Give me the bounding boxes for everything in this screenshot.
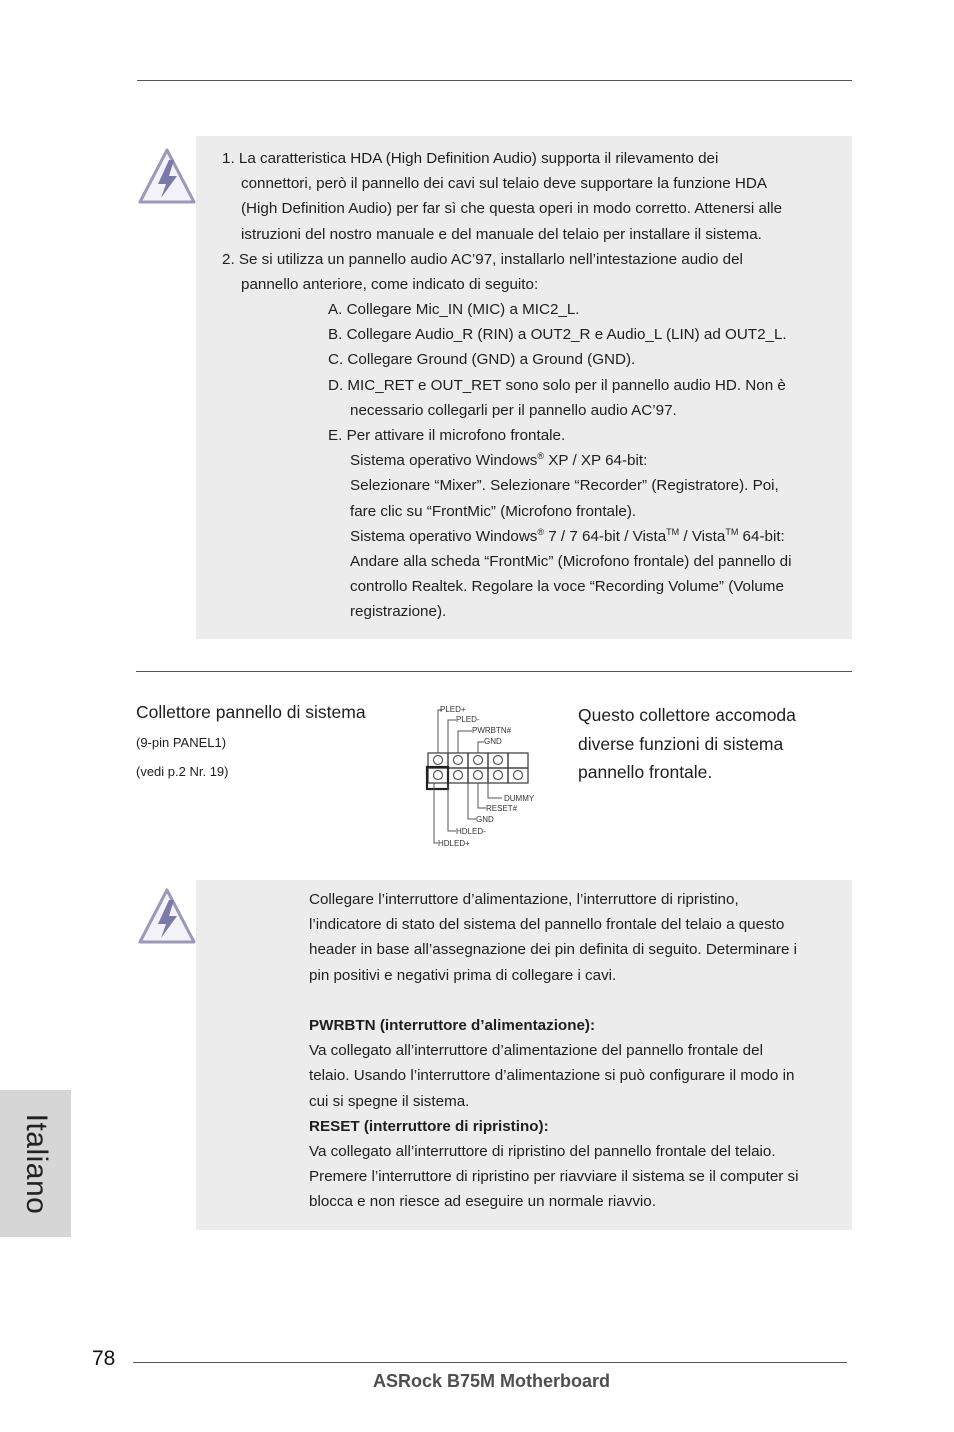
label-gnd-top: GND [484, 737, 502, 746]
header-description: Questo collettore accomoda diverse funzioni di sistema pannello frontale. [578, 705, 796, 783]
header-pin: (9-pin PANEL1) [136, 735, 227, 750]
label-pled-minus: PLED- [456, 715, 480, 724]
header-title: Collettore pannello di sistema [136, 702, 366, 722]
note2-pwrbtn: PWRBTN (interruttore d’alimentazione): Va collegato all’interruttore d’alimentazione del pannello frontale del telaio. Usando l’interruttore d’alimentazione si può configurare il modo in cui si spegne il sistema. RESET (interruttore di ripristino): Va collegato all’interruttore di ripristino del pannello frontale del telaio. Premere l’interruttore di ripristino per riavviare il sistema se il computer si blocca e non riesce ad eseguire un normale riavvio. [309, 1013, 854, 1215]
note1-item1: 1. La caratteristica HDA (High Definition Audio) supporta il rilevamento dei connettori, però il pannello dei cavi sul telaio deve supportare la funzione HDA (High Definition Audio) per far sì che questa operi in modo corretto. Attenersi alle istruzioni del nostro manuale e del manuale del telaio per installare il sistema. [222, 150, 783, 243]
step-a: A. Collegare Mic_IN (MIC) a MIC2_L. [328, 301, 580, 318]
step-e: E. Per attivare il microfono frontale. [328, 427, 566, 445]
note2-intro: Collegare l’interruttore d’alimentazione, l’interruttore di ripristino, l’indicatore di stato del sistema del pannello frontale del telaio a questo header in base all’assegnazione dei pin definita di seguito. Determinare i pin positivi e negativi prima di collegare i cavi. [309, 891, 797, 984]
label-hdled-plus: HDLED+ [438, 839, 470, 848]
step-c: C. Collegare Ground (GND) a Ground (GND). [328, 351, 636, 369]
footer-rule [133, 1362, 847, 1363]
label-dummy: DUMMY [504, 794, 535, 803]
note1-steps: A. Collegare Mic_IN (MIC) a MIC2_L. B. Collegare Audio_R (RIN) a OUT2_R e Audio_L (LIN) ad OUT2_L. C. Collegare Ground (GND) a Ground (GND). D. MIC_RET e OUT_RET sono solo per il pannello audio HD. Non è necessario collegarli per il pannello audio AC’97. E. Per attivare il microfono frontale. Sistema operativo Windows® XP / XP 64-bit: Selezionare “Mixer”. Selezionare “Recorder” (Registratore). Poi, fare clic su “FrontMic” (Microfono frontale). Sistema operativo Windows® 7 / 7 64-bit / Vista™ / Vista™ 64-bit: Andare alla scheda “FrontMic” (Microfono frontale) del pannello di controllo Realtek. Regolare la voce “Recording Volume” (Volume registrazione). [328, 297, 848, 625]
page-number: 78 [92, 1347, 116, 1370]
panel-header-diagram [420, 698, 570, 853]
top-rule [137, 80, 852, 81]
warning-icon [136, 146, 198, 208]
step-d: D. MIC_RET e OUT_RET sono solo per il pannello audio HD. Non è [328, 376, 786, 394]
pwrbtn-title: PWRBTN (interruttore d’alimentazione): [309, 1017, 596, 1034]
reset-title: RESET (interruttore di ripristino): [309, 1117, 549, 1135]
language-tab [0, 1090, 71, 1237]
warning-icon [136, 886, 198, 948]
label-pwrbtn: PWRBTN# [472, 726, 512, 735]
footer-title: ASRock B75M Motherboard [373, 1371, 611, 1391]
section-rule [136, 671, 852, 672]
label-reset: RESET# [486, 804, 518, 813]
label-gnd-bottom: GND [476, 815, 494, 824]
header-ref: (vedi p.2 Nr. 19) [136, 764, 229, 779]
label-hdled-minus: HDLED- [456, 827, 486, 836]
label-pled-plus: PLED+ [440, 705, 466, 714]
note1-item2: 2. Se si utilizza un pannello audio AC’97, installarlo nell’intestazione audio del pannello anteriore, come indicato di seguito: [222, 251, 743, 294]
step-b: B. Collegare Audio_R (RIN) a OUT2_R e Audio_L (LIN) ad OUT2_L. [328, 326, 787, 344]
language-tab-label: Italiano [19, 1113, 53, 1214]
